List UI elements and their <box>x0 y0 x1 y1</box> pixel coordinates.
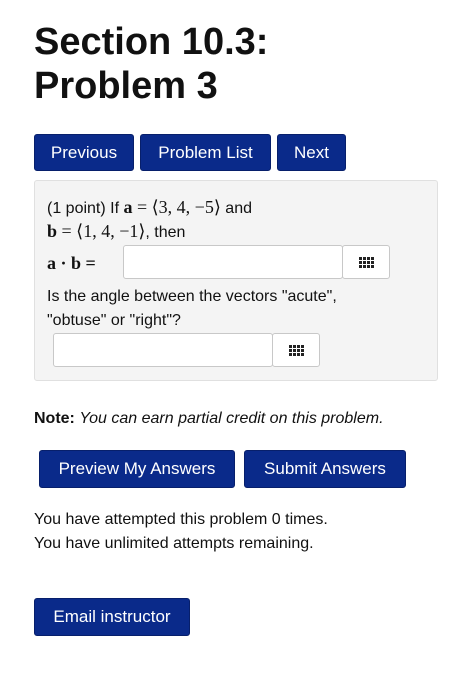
angle-type-input[interactable] <box>53 333 273 367</box>
problem-list-button[interactable]: Problem List <box>140 134 271 171</box>
equation-grid-icon[interactable] <box>272 333 320 367</box>
attempts-text: You have attempted this problem 0 times. <box>34 511 328 528</box>
page-title-line2: Problem 3 <box>34 65 218 107</box>
problem-line-2: b = ⟨1, 4, −1⟩, then <box>47 221 186 241</box>
submit-answers-button[interactable]: Submit Answers <box>244 450 406 488</box>
question-line-1: Is the angle between the vectors "acute", <box>47 288 337 305</box>
partial-credit-note <box>34 410 384 428</box>
dot-product-label: a · b = <box>47 253 96 273</box>
page-title <box>34 20 268 108</box>
previous-button[interactable]: Previous <box>34 134 134 171</box>
dot-product-input[interactable] <box>123 245 343 279</box>
points-text: (1 point) If <box>47 200 120 217</box>
attempts-remaining-text: You have unlimited attempts remaining. <box>34 535 314 552</box>
note-label: Note: <box>34 410 75 427</box>
then-text: , then <box>145 224 186 241</box>
vector-b: ⟨1, 4, −1⟩ <box>76 221 146 241</box>
and-text: and <box>225 200 252 217</box>
equation-grid-icon[interactable] <box>342 245 390 279</box>
preview-answers-button[interactable]: Preview My Answers <box>39 450 235 488</box>
problem-line-1: (1 point) If a = ⟨3, 4, −5⟩ and <box>47 197 252 217</box>
question-line-2: "obtuse" or "right"? <box>47 312 181 329</box>
note-text: You can earn partial credit on this problem. <box>79 410 384 427</box>
problem-box <box>34 180 438 381</box>
page-title-line1: Section 10.3: <box>34 21 269 63</box>
email-instructor-button[interactable]: Email instructor <box>34 598 190 636</box>
next-button[interactable]: Next <box>277 134 346 171</box>
vector-a: ⟨3, 4, −5⟩ <box>151 197 221 217</box>
